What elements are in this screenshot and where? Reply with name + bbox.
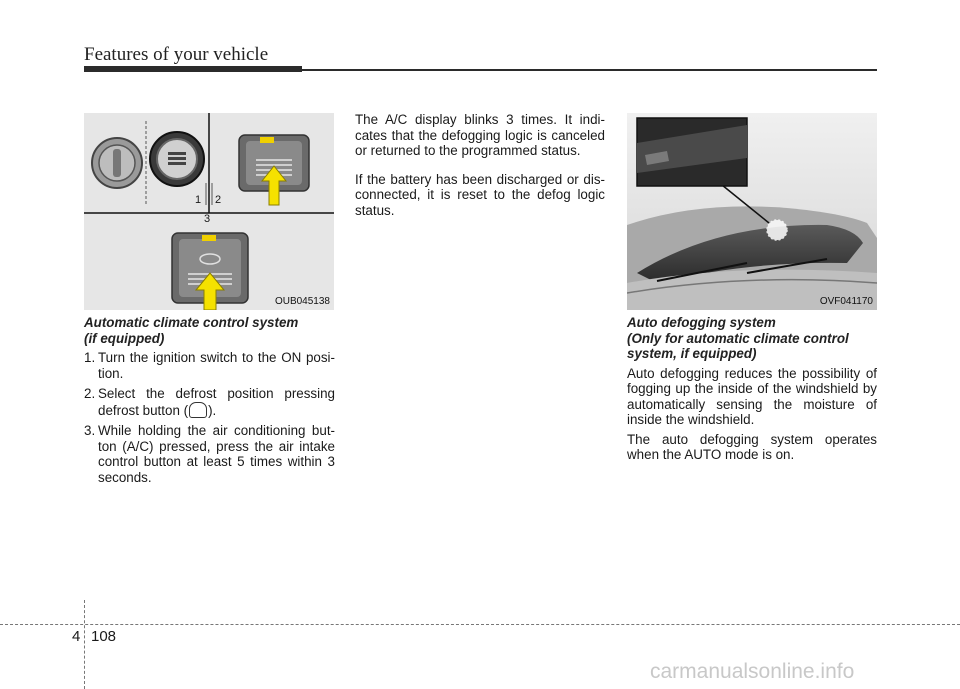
auto-defog-subheading-2: system, if equipped)	[627, 346, 757, 361]
figure-code: OVF041170	[819, 296, 873, 307]
climate-control-heading: Automatic climate control system	[84, 315, 299, 330]
auto-defog-heading: Auto defogging system	[627, 315, 776, 330]
chapter-number: 4	[72, 628, 81, 645]
auto-defog-operation-paragraph: The auto defogging system operates when the AUTO mode is on.	[627, 431, 877, 462]
page-section-title: Features of your vehicle	[84, 44, 269, 65]
watermark: carmanualsonline.info	[650, 660, 855, 683]
list-item: 2. Select the defrost position pressing defrost button ( ).	[84, 386, 335, 418]
footer-divider	[84, 600, 85, 689]
header-rule-thin	[300, 69, 877, 71]
left-column	[84, 315, 335, 490]
windshield-sensor-illustration	[627, 113, 877, 310]
list-item: 3. While holding the air conditioning but-ton (A/C) pressed, press the air intake control button at least 5 times within 3 seconds.	[84, 423, 335, 485]
engine-start-button-icon	[150, 132, 204, 186]
auto-defog-paragraph: Auto defogging reduces the possibility of fogging up the inside of the windshield by automatically sensing the moisture of inside the windshield.	[627, 365, 877, 427]
ignition-key-icon	[92, 138, 142, 188]
climate-control-illustration	[84, 113, 334, 310]
right-column	[627, 315, 877, 463]
defrost-icon	[189, 402, 207, 418]
callout-1: 1	[195, 194, 202, 206]
figure-code: OUB045138	[274, 296, 330, 307]
callout-2: 2	[215, 194, 222, 206]
climate-control-figure	[84, 113, 334, 310]
auto-defog-figure	[627, 113, 877, 310]
battery-reset-paragraph: If the battery has been discharged or dis-connected, it is reset to the defog logic status.	[355, 171, 605, 218]
header-rule-thick	[84, 66, 302, 72]
footer-rule	[0, 624, 960, 625]
callout-3: 3	[204, 213, 211, 225]
humidity-sensor-icon	[767, 220, 787, 240]
page-number: 108	[91, 628, 117, 645]
list-item: 1. Turn the ignition switch to the ON posi-tion.	[84, 350, 335, 381]
auto-defog-subheading-1: (Only for automatic climate control	[627, 330, 849, 346]
middle-column	[355, 112, 605, 218]
ac-display-paragraph: The A/C display blinks 3 times. It indi-cates that the defogging logic is canceled or returned to the programmed status.	[355, 112, 605, 158]
steps-list	[84, 350, 335, 485]
climate-control-subheading: (if equipped)	[84, 330, 165, 346]
